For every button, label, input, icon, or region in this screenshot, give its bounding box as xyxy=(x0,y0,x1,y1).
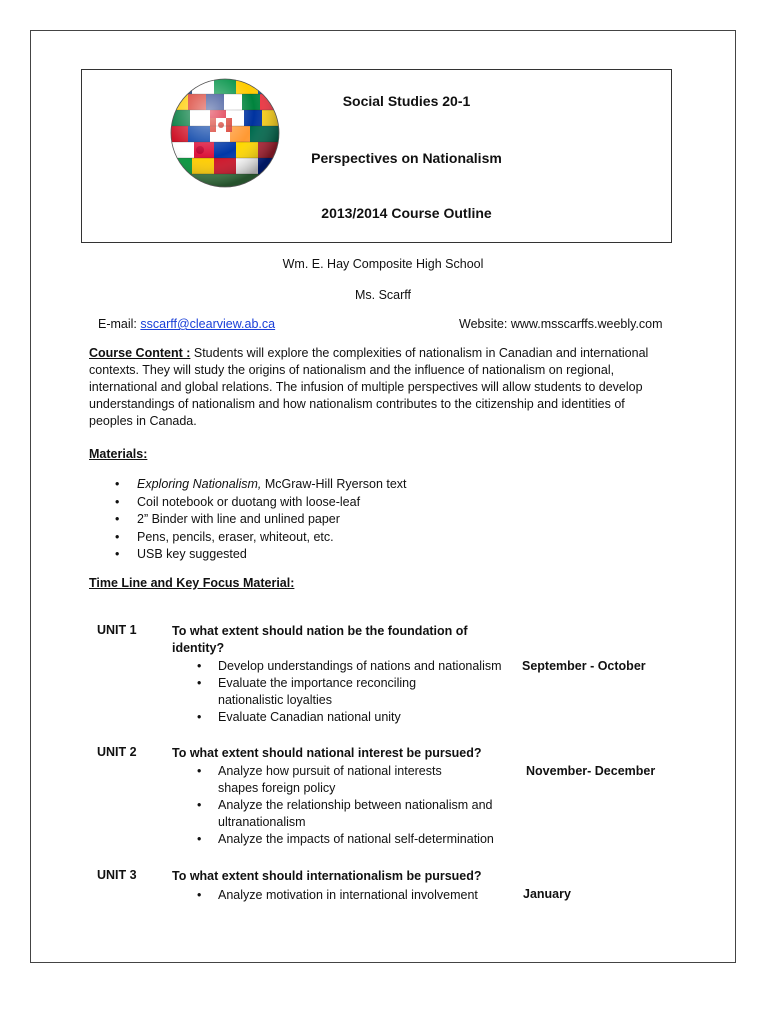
course-title: Social Studies 20-1 xyxy=(342,93,471,109)
email-link[interactable]: sscarff@clearview.ab.ca xyxy=(140,317,276,331)
website-url[interactable]: www.msscarffs.weebly.com xyxy=(510,317,663,331)
list-item: • Develop understandings of nations and nationalism xyxy=(218,658,508,675)
list-item: • Analyze the relationship between nationalism and ultranationalism xyxy=(218,797,508,831)
course-content-label: Course Content : xyxy=(89,346,191,360)
email-row xyxy=(98,317,275,331)
course-subtitle: Perspectives on Nationalism xyxy=(311,150,502,166)
unit-1-bullets xyxy=(218,658,508,726)
website-label: Website: xyxy=(459,317,511,331)
school-name: Wm. E. Hay Composite High School xyxy=(282,257,484,271)
unit-3-bullets xyxy=(218,887,508,904)
list-item: • Analyze the impacts of national self-determination xyxy=(218,831,508,848)
textbook-publisher: McGraw-Hill Ryerson text xyxy=(261,477,407,491)
list-item xyxy=(137,476,407,494)
list-item: • USB key suggested xyxy=(137,546,407,564)
list-item: • Evaluate Canadian national unity xyxy=(218,709,508,726)
unit-2-dates: November- December xyxy=(526,764,656,778)
unit-1-label: UNIT 1 xyxy=(97,623,137,637)
unit-3-label: UNIT 3 xyxy=(97,868,137,882)
materials-heading: Materials: xyxy=(89,447,148,461)
teacher-name: Ms. Scarff xyxy=(354,288,412,302)
list-item: • Analyze how pursuit of national interests shapes foreign policy xyxy=(218,763,478,797)
course-content-paragraph xyxy=(89,345,669,430)
list-item: • Coil notebook or duotang with loose-leaf xyxy=(137,494,407,512)
list-item: • Evaluate the importance reconciling nationalistic loyalties xyxy=(218,675,478,709)
course-outline-year: 2013/2014 Course Outline xyxy=(321,205,492,221)
unit-2-bullets xyxy=(218,763,508,848)
email-label: E-mail: xyxy=(98,317,141,331)
unit-3-question: To what extent should internationalism be pursued? xyxy=(172,869,482,883)
header-box xyxy=(81,69,672,243)
list-item: • 2” Binder with line and unlined paper xyxy=(137,511,407,529)
unit-2-label: UNIT 2 xyxy=(97,745,137,759)
unit-3-dates: January xyxy=(523,887,571,901)
textbook-title: Exploring Nationalism, xyxy=(137,477,262,491)
list-item: • Analyze motivation in international involvement xyxy=(218,887,508,904)
course-content-text: Students will explore the complexities of nationalism in Canadian and international contexts. They will study the origins of nationalism and the influence of nationalism on regional, international and global relations. The infusion of multiple perspectives will allow students to develop understandings of nationalism and how nationalism contributes to the citizenship and identities of peoples in Canada. xyxy=(89,346,649,428)
list-item: • Pens, pencils, eraser, whiteout, etc. xyxy=(137,529,407,547)
unit-1-dates: September - October xyxy=(522,659,646,673)
unit-2-question: To what extent should national interest be pursued? xyxy=(172,746,482,760)
materials-list xyxy=(89,476,407,564)
website-row xyxy=(459,317,663,331)
unit-1-question: To what extent should nation be the foundation of identity? xyxy=(172,624,468,655)
timeline-heading: Time Line and Key Focus Material: xyxy=(89,576,295,590)
